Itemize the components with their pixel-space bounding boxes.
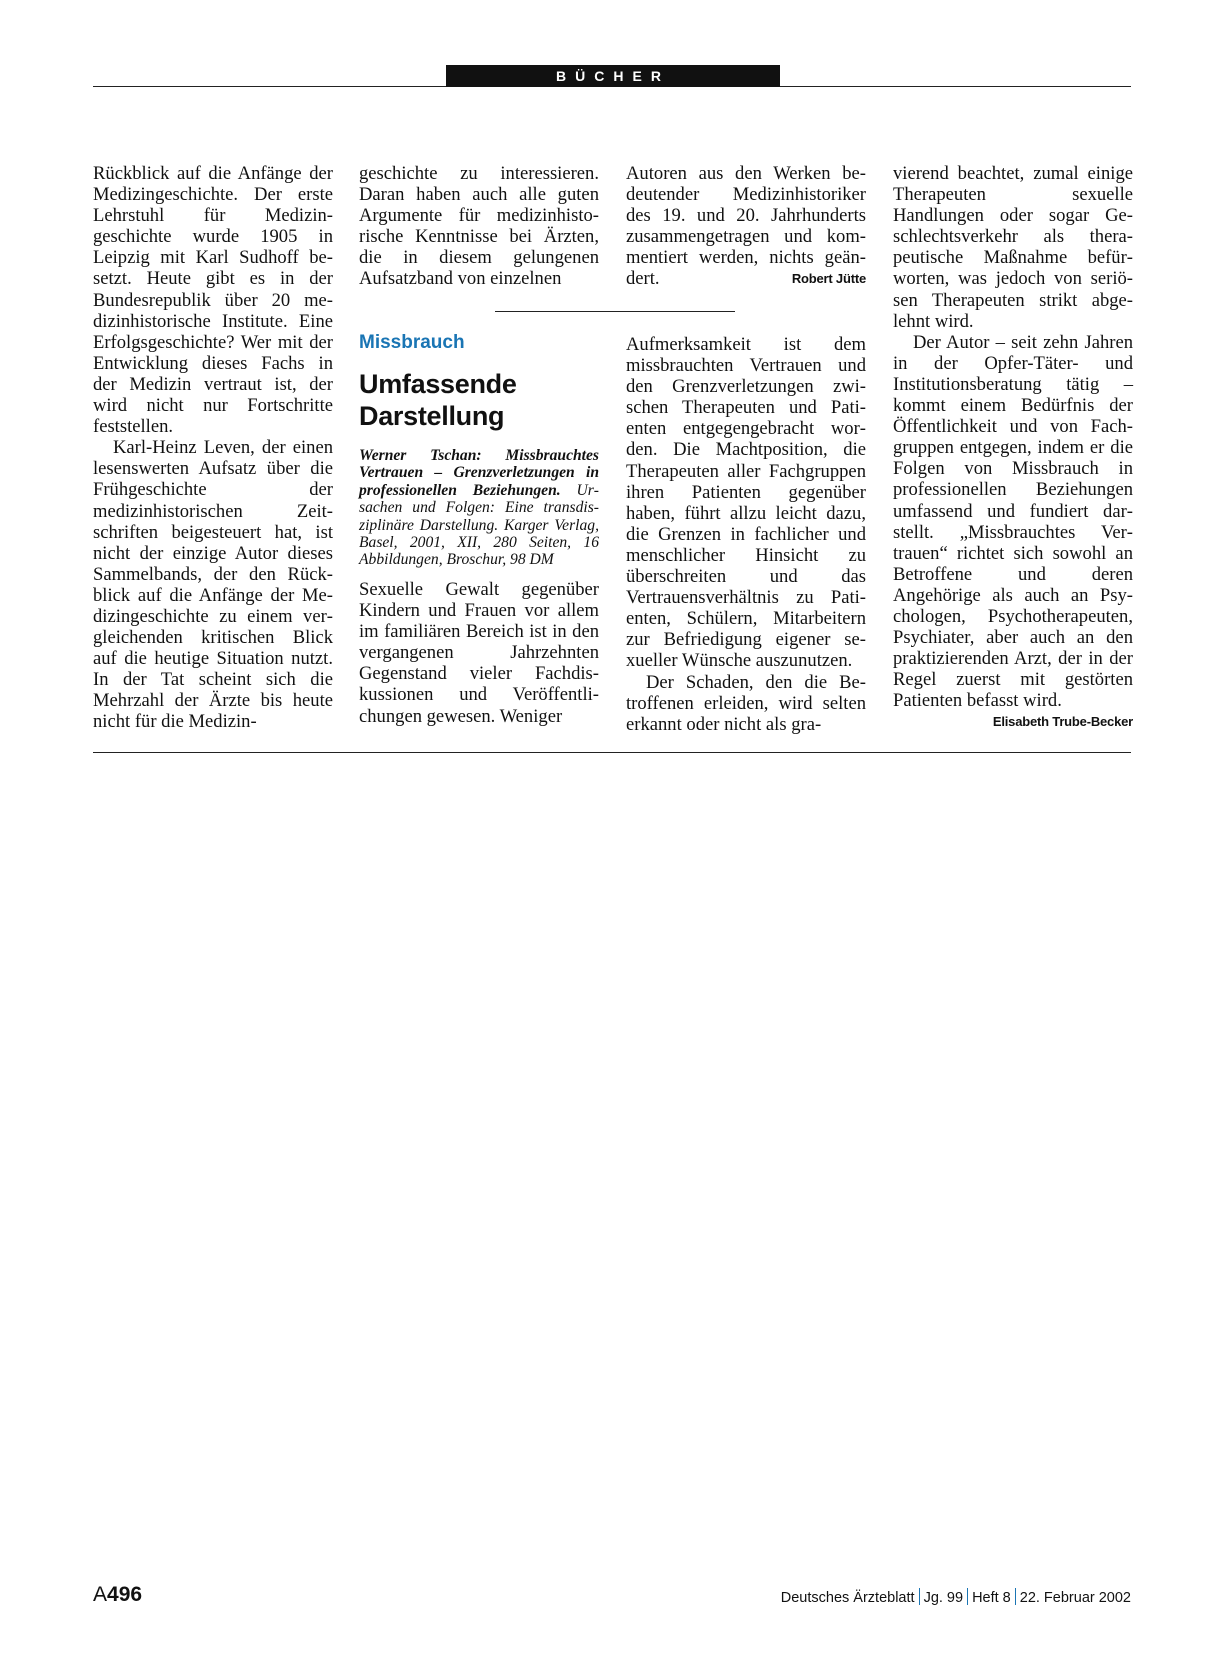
section-header: BÜCHER xyxy=(446,65,780,87)
page-number-value: 496 xyxy=(107,1583,143,1606)
journal-issue: Heft 8 xyxy=(972,1590,1011,1606)
paragraph: Karl-Heinz Leven, der einen lesenswerten Aufsatz über die Frühgeschichte der medizinhistorischen Zeitschriften beigesteuert hat, ist nicht der einzige Autor dieses Sammelbands, der den Rückblick auf die Anfänge der Medizingeschichte zu einem vergleichenden kritischen Blick auf die heutige Situation nutzt. In der Tat scheint sich die Mehrzahl der Ärzte bis heute nicht für die Medizin- xyxy=(93,437,333,733)
article-divider xyxy=(495,311,735,312)
journal-volume: Jg. 99 xyxy=(923,1590,964,1606)
book-title: Werner Tschan: Missbrauchtes Vertrauen – Grenzverletzungen in professionellen Beziehungen. xyxy=(359,447,599,499)
bottom-rule xyxy=(93,752,1131,753)
journal-name: Deutsches Ärzteblatt xyxy=(780,1590,915,1606)
author-signature: Robert Jütte xyxy=(791,271,866,287)
book-reference xyxy=(359,447,599,569)
paragraph: Aufmerksamkeit ist dem missbrauchten Vertrauen und den Grenzverletzungen zwischen Therapeuten und Patienten entgegengebracht worden. Die Machtposition, die Therapeuten aller Fachgruppen ihren Patienten gegenüber haben, führt allzu leicht dazu, die Grenzen in fachlicher und menschlicher Hinsicht zu überschreiten und das Vertrauensverhältnis zu Patienten, Schülern, Mitarbeitern zur Befriedigung eigener sexueller Wünsche auszunutzen. xyxy=(626,334,866,672)
article-kicker: Missbrauch xyxy=(359,332,465,353)
paragraph-text: Der Autor – seit zehn Jahren in der Opfer-Täter- und Institutionsberatung tätig – kommt einem Bedürfnis der Öffentlichkeit und von Fachgruppen entgegen, indem er die Folgen von Missbrauch in professionellen Beziehungen umfassend und fundiert darstellt. „Missbrauchtes Vertrauen“ richtet sich sowohl an Betroffene und deren Angehörige als auch an Psychologen, Psychotherapeuten, Psychiater, aber auch an den praktizierenden Arzt, der in der Regel zuerst mit gestörten Patienten befasst wird. xyxy=(893,331,1133,712)
page-prefix: A xyxy=(93,1583,108,1606)
paragraph: vierend beachtet, zumal einige Therapeuten sexuelle Handlungen oder sogar Geschlechtsverkehr als therapeutische Maßnahme befürworten, was jedoch von seriösen Therapeuten strikt abgelehnt wird. xyxy=(893,163,1133,332)
journal-date: 22. Februar 2002 xyxy=(1019,1590,1131,1606)
separator xyxy=(1015,1588,1016,1605)
column-2-bottom xyxy=(359,579,599,727)
paragraph: Rückblick auf die Anfänge der Medizingeschichte. Der erste Lehrstuhl für Medizingeschichte wurde 1905 in Leipzig mit Karl Sudhoff besetzt. Heute gibt es in der Bundesrepublik über 20 medizinhistorische Institute. Eine Erfolgsgeschichte? Wer mit der Entwicklung dieses Fachs in der Medizin vertraut ist, der wird nicht nur Fortschritte feststellen. xyxy=(93,163,333,438)
paragraph: Der Schaden, den die Betroffenen erleiden, wird selten erkannt oder nicht als gra- xyxy=(626,671,866,735)
paragraph xyxy=(893,331,1133,730)
author-signature: Elisabeth Trube-Becker xyxy=(992,714,1133,730)
column-1 xyxy=(93,163,333,733)
paragraph-text: Autoren aus den Werken bedeutender Medizinhistoriker des 19. und 20. Jahrhunderts zusammengetragen und kommentiert werden, nichts geändert. xyxy=(626,163,866,290)
paragraph: Sexuelle Gewalt gegenüber Kindern und Frauen vor allem im familiären Bereich ist in den vergangenen Jahrzehnten Gegenstand vieler Fachdiskussionen und Veröffentlichungen gewesen. Weniger xyxy=(359,579,599,727)
column-2-top xyxy=(359,163,599,290)
paragraph xyxy=(626,163,866,290)
column-4 xyxy=(893,163,1133,732)
column-3-bottom xyxy=(626,334,866,735)
column-3-top xyxy=(626,163,866,290)
paragraph: geschichte zu interessieren. Daran haben auch alle guten Argumente für medizinhistorische Kenntnisse bei Ärzten, die in diesem gelungenen Aufsatzband von einzelnen xyxy=(359,163,599,290)
journal-footer xyxy=(781,1588,1131,1606)
article-headline: Umfassende Darstellung xyxy=(359,369,517,431)
book-details: Ursachen und Folgen: Eine transdisziplinäre Darstellung. Karger Verlag, Basel, 2001, XII, 280 Seiten, 16 Abbildungen, Broschur, 98 DM xyxy=(359,481,599,569)
separator xyxy=(967,1588,968,1605)
page-number xyxy=(93,1583,142,1607)
separator xyxy=(919,1588,920,1605)
